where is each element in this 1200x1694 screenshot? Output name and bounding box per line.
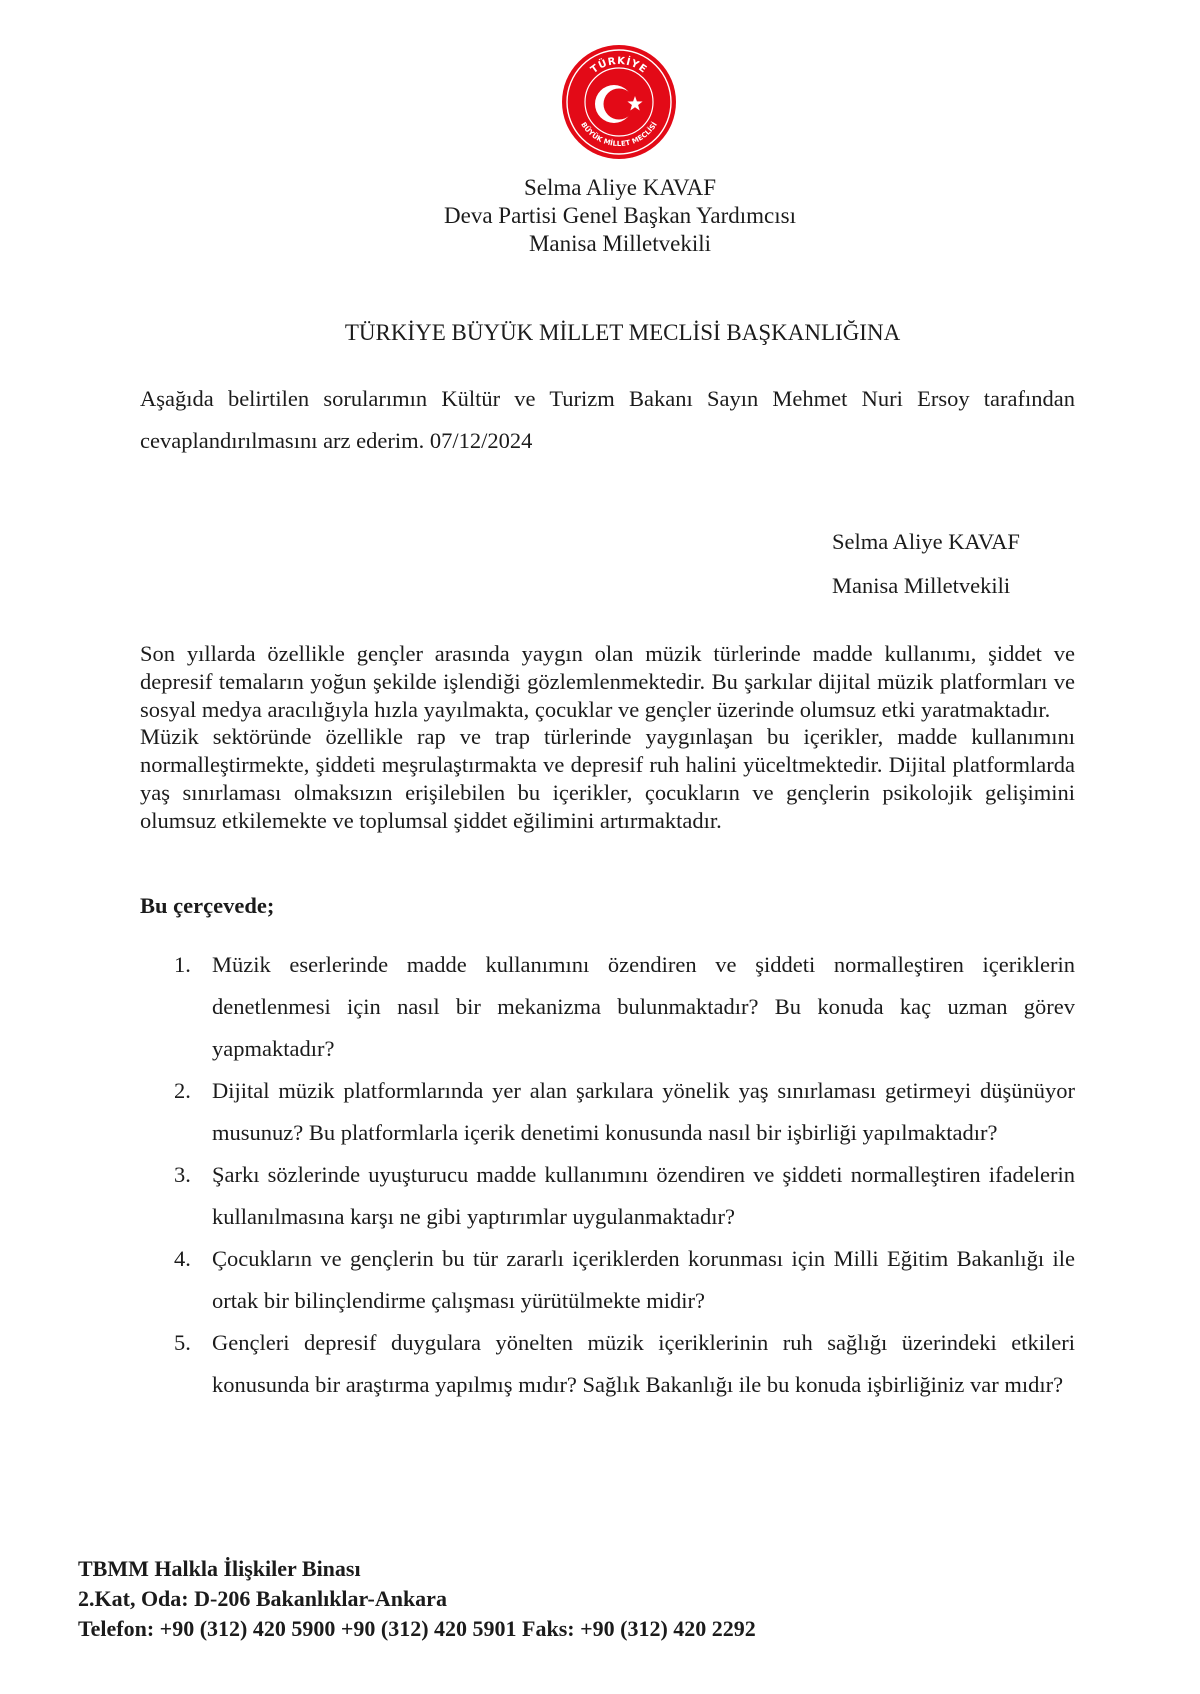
question-text: Gençleri depresif duygulara yönelten müzik içeriklerinin ruh sağlığı üzerindeki etkileri konusunda bir araştırma yapılmış mıdır? Sağlık Bakanlığı ile bu konuda işbirliğiniz var mıdır? — [212, 1330, 1075, 1397]
sender-title: Deva Partisi Genel Başkan Yardımcısı — [444, 203, 796, 228]
signature-office: Manisa Milletvekili — [832, 573, 1011, 598]
body-paragraph: Müzik sektöründe özellikle rap ve trap türlerinde yaygınlaşan bu içerikler, madde kullanımını normalleştirmekte, şiddeti meşrulaştırmakta ve depresif ruh halini yüceltmektedir. Dijital platformlarda yaş sınırlaması olmaksızın erişilebilen bu içerikler, çocukların ve gençlerin psikolojik gelişimini olumsuz etkilemekte ve toplumsal şiddet eğilimini artırmaktadır. — [140, 724, 1075, 833]
signature-block — [832, 520, 1020, 608]
body-text — [140, 640, 1075, 835]
body-paragraph: Son yıllarda özellikle gençler arasında yaygın olan müzik türlerinde madde kullanımı, şiddet ve depresif temaların yoğun şekilde işlendiği gözlemlenmektedir. Bu şarkılar dijital müzik platformları ve sosyal medya aracılığıyla hızla yayılmakta, çocuklar ve gençler üzerinde olumsuz etki yaratmaktadır. — [140, 641, 1075, 722]
intro-paragraph: Aşağıda belirtilen sorularımın Kültür ve Turizm Bakanı Sayın Mehmet Nuri Ersoy tarafından cevaplandırılmasını arz ederim. 07/12/2024 — [140, 386, 1075, 453]
list-item — [140, 1238, 1075, 1322]
question-number: 4. — [174, 1246, 191, 1271]
footer-contact: Telefon: +90 (312) 420 5900 +90 (312) 420 5901 Faks: +90 (312) 420 2292 — [78, 1616, 756, 1641]
sender-name: Selma Aliye KAVAF — [523, 175, 717, 200]
question-number: 1. — [174, 952, 191, 977]
question-text: Müzik eserlerinde madde kullanımını özendiren ve şiddeti normalleştiren içeriklerin denetlenmesi için nasıl bir mekanizma bulunmaktadır? Bu konuda kaç uzman görev yapmaktadır? — [212, 952, 1075, 1061]
questions-list — [140, 944, 1075, 1406]
sender-office: Manisa Milletvekili — [528, 231, 712, 256]
footer-building: TBMM Halkla İlişkiler Binası — [78, 1556, 361, 1581]
question-number: 2. — [174, 1078, 191, 1103]
list-item — [140, 1070, 1075, 1154]
question-text: Çocukların ve gençlerin bu tür zararlı içeriklerden korunması için Milli Eğitim Bakanlığı ile ortak bir bilinçlendirme çalışması yürütülmekte midir? — [212, 1246, 1075, 1313]
questions-lead: Bu çerçevede; — [140, 893, 275, 918]
list-item — [140, 1322, 1075, 1406]
list-item — [140, 1154, 1075, 1238]
sender-header — [0, 174, 1200, 258]
question-text: Dijital müzik platformlarında yer alan şarkılara yönelik yaş sınırlaması getirmeyi düşünüyor musunuz? Bu platformlarla içerik denetimi konusunda nasıl bir işbirliği yapılmaktadır? — [212, 1078, 1075, 1145]
addressee: TÜRKİYE BÜYÜK MİLLET MECLİSİ BAŞKANLIĞINA — [344, 320, 901, 345]
question-number: 5. — [174, 1330, 191, 1355]
footer-address — [78, 1554, 756, 1644]
question-text: Şarkı sözlerinde uyuşturucu madde kullanımını özendiren ve şiddeti normalleştiren ifadelerin kullanılmasına karşı ne gibi yaptırımlar uygulanmaktadır? — [212, 1162, 1075, 1229]
list-item — [140, 944, 1075, 1070]
svg-text:BÜYÜK MİLLET MECLİSİ: BÜYÜK MİLLET MECLİSİ — [579, 120, 659, 149]
question-number: 3. — [174, 1162, 191, 1187]
footer-room: 2.Kat, Oda: D-206 Bakanlıklar-Ankara — [78, 1586, 447, 1611]
tbmm-seal-icon — [561, 44, 677, 160]
signature-name: Selma Aliye KAVAF — [832, 529, 1020, 554]
svg-text:TÜRKİYE: TÜRKİYE — [588, 55, 650, 76]
